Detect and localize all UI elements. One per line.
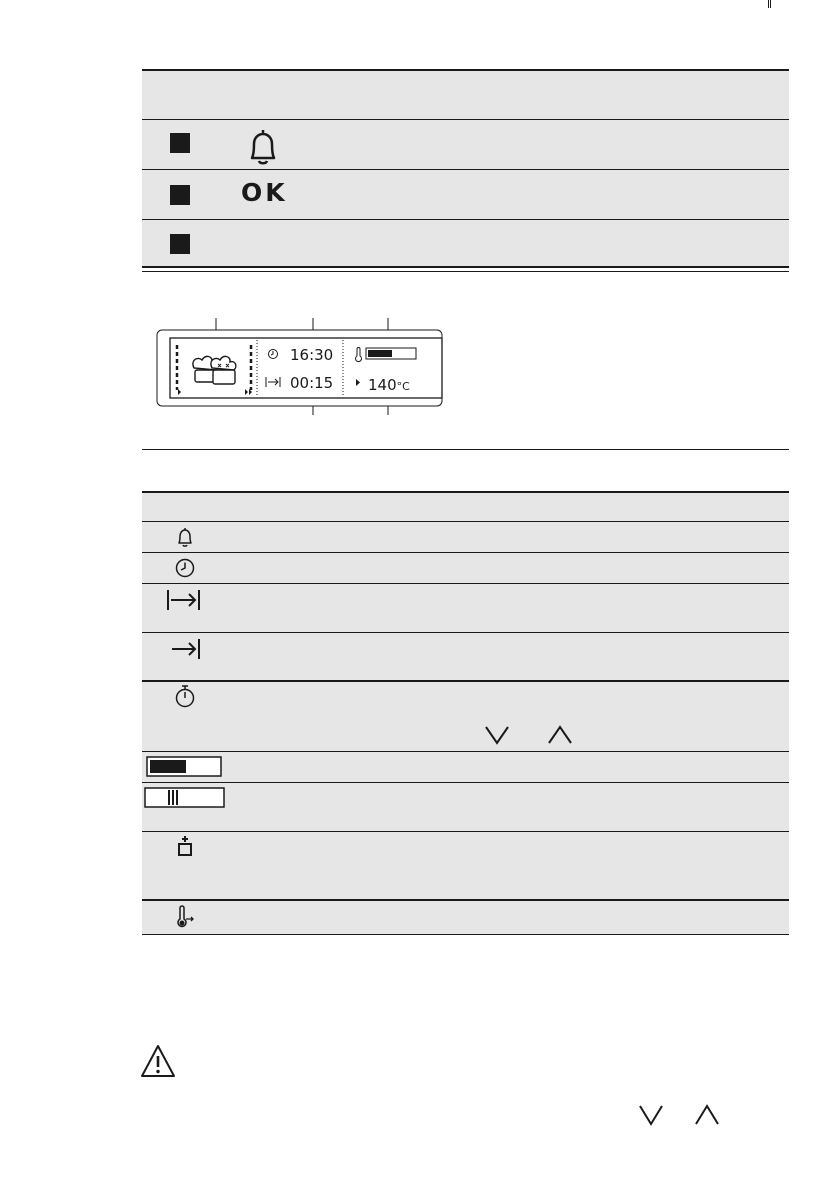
row-key-square	[170, 234, 190, 254]
table-row	[142, 553, 789, 583]
clock-icon	[174, 557, 196, 579]
table-1-header	[142, 71, 789, 119]
table-row	[142, 220, 789, 266]
section-rule	[142, 449, 789, 450]
display-time: 16:30	[290, 346, 334, 364]
table-2-bottom-rule	[142, 934, 789, 935]
table-1-bottom-rule	[142, 271, 789, 272]
down-arrow-icon	[484, 725, 510, 745]
table-row	[142, 901, 789, 934]
warning-triangle-icon	[139, 1043, 177, 1079]
bell-icon	[175, 526, 195, 548]
table-row	[142, 832, 789, 899]
table-row	[142, 522, 789, 552]
stopwatch-icon	[173, 684, 197, 710]
crop-mark	[770, 0, 771, 8]
heat-bar-icon	[146, 756, 224, 778]
fast-heat-bar-icon	[144, 787, 226, 809]
table-row	[142, 682, 789, 751]
ok-key: OK	[241, 178, 288, 207]
bell-icon	[244, 126, 282, 166]
display-duration: 00:15	[290, 374, 334, 392]
thermometer-arrow-icon	[174, 905, 198, 929]
crop-mark	[768, 0, 769, 8]
display-temperature: 140°C	[368, 376, 410, 394]
display-diagram	[150, 310, 450, 425]
table-row	[142, 120, 789, 169]
up-arrow-icon	[694, 1104, 720, 1126]
table-2-header	[142, 493, 789, 521]
row-key-square	[170, 185, 190, 205]
table-row	[142, 752, 789, 782]
table-row	[142, 584, 789, 632]
up-arrow-icon	[547, 725, 573, 745]
table-row	[142, 633, 789, 680]
heat-bar-fill	[368, 350, 392, 357]
end-arrow-icon	[170, 637, 202, 661]
down-arrow-icon	[638, 1104, 664, 1126]
table-row	[142, 783, 789, 831]
table-1-bottom-rule	[142, 266, 789, 268]
core-probe-icon	[176, 835, 194, 859]
duration-arrow-icon	[166, 588, 202, 612]
table-row	[142, 170, 789, 219]
row-key-square	[170, 133, 190, 153]
